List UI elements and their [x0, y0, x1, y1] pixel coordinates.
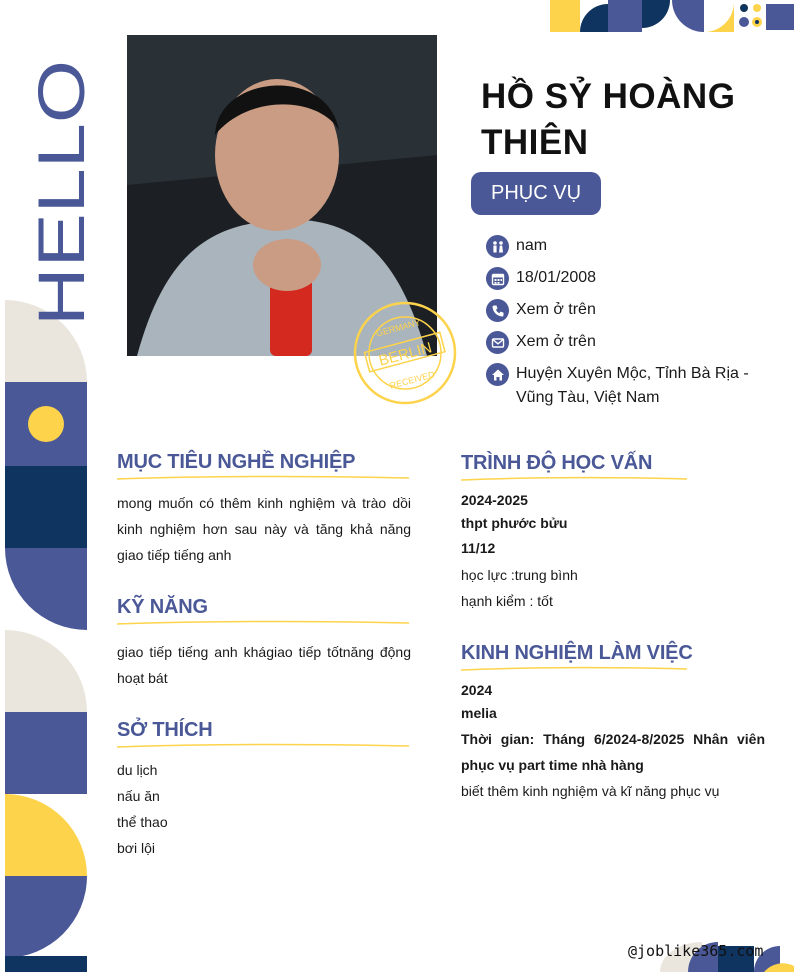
skills-heading: KỸ NĂNG [117, 596, 208, 618]
stamp-bottom-text: RECEIVED [388, 369, 436, 391]
objective-text: mong muốn có thêm kinh nghiệm và trào dồi kinh nghiệm hơn sau này và tăng khả năng giao tiếp tiếng anh [117, 495, 411, 563]
phone-icon [486, 299, 509, 322]
experience-year: 2024 [461, 682, 493, 698]
candidate-name: HỒ SỶ HOÀNG THIÊN [481, 77, 736, 162]
hobbies-heading: SỞ THÍCH [117, 719, 213, 741]
stamp-center-text: BERLIN [377, 339, 434, 370]
left-decorative-strip [5, 300, 87, 972]
contact-phone-text: Xem ở trên [516, 301, 596, 318]
watermark-text: @joblike365.com [628, 942, 764, 960]
contact-birthdate-text: 18/01/2008 [516, 269, 597, 286]
experience-heading: KINH NGHIỆM LÀM VIỆC [461, 642, 693, 664]
skills-text: giao tiếp tiếng anh khágiao tiếp tốtnăng động hoạt bát [117, 644, 411, 686]
education-underline [461, 476, 687, 482]
hello-text: HELLO [24, 109, 98, 326]
education-heading: TRÌNH ĐỘ HỌC VẤN [461, 452, 653, 474]
contact-email [486, 331, 756, 354]
calendar-icon [486, 267, 509, 290]
hobbies-underline [117, 743, 409, 749]
education-grade: 11/12 [461, 540, 496, 556]
contact-phone [486, 299, 756, 322]
contact-gender [486, 235, 756, 258]
objective-underline [117, 475, 409, 481]
education-line: hạnh kiểm : tốt [461, 593, 553, 609]
home-icon [486, 363, 509, 386]
stamp-top-text: GERMANY [374, 317, 422, 339]
list-item: du lịch [117, 762, 158, 778]
list-item: bơi lội [117, 840, 155, 856]
contact-gender-text: nam [516, 237, 548, 254]
job-title-badge: PHỤC VỤ [471, 172, 601, 215]
list-item: nấu ăn [117, 788, 160, 804]
list-item: thể thao [117, 814, 168, 830]
experience-underline [461, 666, 687, 672]
hello-vertical-text [24, 58, 98, 326]
contact-email-text: Xem ở trên [516, 333, 596, 350]
experience-note: biết thêm kinh nghiệm và kĩ năng phục vụ [461, 783, 720, 799]
contact-address-text: Huyện Xuyên Mộc, Tỉnh Bà Rịa - Vũng Tàu, Việt Nam [516, 365, 749, 406]
top-decor-shapes [548, 0, 796, 34]
contact-address [486, 363, 756, 410]
education-period: 2024-2025 [461, 492, 528, 508]
education-line: học lực :trung bình [461, 567, 578, 583]
skills-underline [117, 620, 409, 626]
gender-icon [486, 235, 509, 258]
email-icon [486, 331, 509, 354]
experience-company: melia [461, 705, 497, 721]
hobbies-list [117, 757, 411, 861]
experience-detail: Thời gian: Tháng 6/2024-8/2025 Nhân viên phục vụ part time nhà hàng [461, 731, 765, 773]
berlin-stamp [352, 300, 458, 406]
contact-birthdate [486, 267, 756, 290]
objective-heading: MỤC TIÊU NGHỀ NGHIỆP [117, 451, 356, 473]
education-school: thpt phước bửu [461, 515, 568, 531]
